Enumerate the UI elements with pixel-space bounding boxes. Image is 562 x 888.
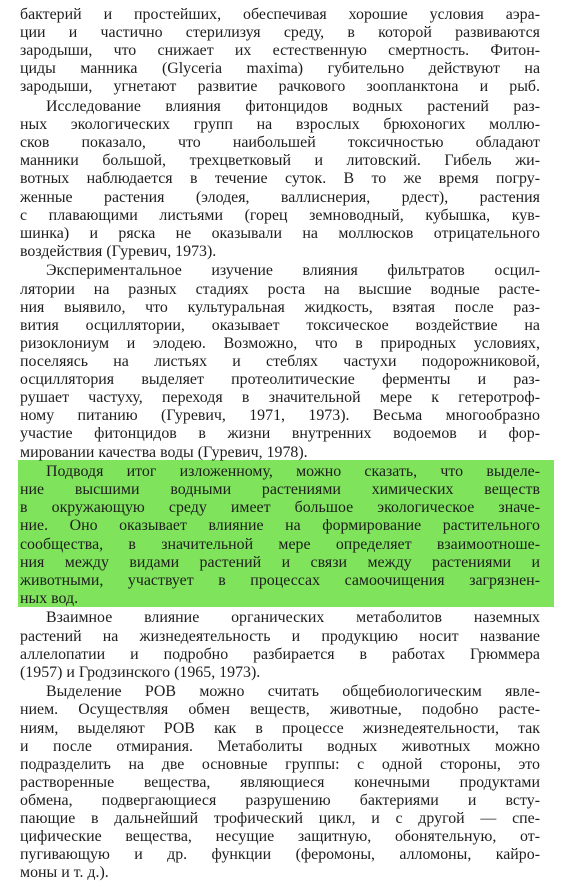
text-line: подразделить на две основные группы: с одной стороны, это: [20, 755, 540, 773]
text-line: вития осциллятории, оказывает токсическое воздействие на: [20, 316, 540, 334]
text-line: манники большой, трехцветковый и литовский. Гибель жи-: [20, 152, 540, 170]
text-line: шинка) и ряска не оказывали на моллюсков отрицательного: [20, 224, 540, 242]
text-line: ния между видами растений и связи между растениями и: [20, 553, 540, 571]
text-line: с плавающими листьями (горец земноводный, кубышка, кув-: [20, 206, 540, 224]
text-line: поселяясь на листьях и стеблях частухи подорожниковой,: [20, 353, 540, 370]
text-line: ния выявило, что культуральная жидкость, взятая после раз-: [20, 298, 540, 316]
text-line: животными, участвует в процессах самоочищения загрязнен-: [20, 571, 540, 589]
text-line: ние. Оно оказывает влияние на формирование растительного: [20, 517, 540, 535]
text-line: цифические вещества, несущие защитную, обонятельную, от-: [20, 828, 540, 846]
text-line: ниям, выделяют РОВ как в процессе жизнедеятельности, так: [20, 719, 540, 737]
text-line: Экспериментальное изучение влияния фильтратов осцил-: [46, 262, 540, 280]
text-line: ных экологических групп на взрослых брюхоногих моллю-: [20, 116, 540, 134]
text-line: ризоклониум и элодею. Возможно, что в природных условиях,: [20, 334, 540, 352]
text-line: ному питанию (Гуревич, 1971, 1973). Весьма многообразно: [20, 407, 540, 425]
text-line: нием. Осуществляя обмен веществ, животные, подобно расте-: [20, 701, 540, 719]
text-line: и после отмирания. Метаболиты водных животных можно: [20, 737, 540, 755]
text-line: аллелопатии и подробно разбирается в работах Грюммера: [20, 645, 540, 663]
text-line: вотных наблюдается в течение суток. В то же время погру-: [20, 170, 540, 188]
text-line: мировании качества воды (Гуревич, 1978).: [20, 443, 308, 461]
text-line: сообщества, в значительной мере определяет взаимоотноше-: [20, 535, 540, 553]
text-line: Выделение РОВ можно считать общебиологическим явле-: [46, 683, 540, 701]
text-line: ние высшими водными растениями химических веществ: [20, 481, 540, 499]
text-line: воздействия (Гуревич, 1973).: [20, 242, 217, 260]
text-line: (1957) и Гродзинского (1965, 1973).: [20, 663, 261, 681]
text-line: зародыши, что снижает их естественную смертность. Фитон-: [20, 42, 540, 60]
text-line: осциллятория выделяет протеолитические ферменты и раз-: [20, 371, 540, 389]
text-line: Подводя итог изложенному, можно сказать, что выделе-: [46, 463, 540, 481]
text-line: ных вод.: [20, 589, 79, 607]
text-line: Исследование влияния фитонцидов водных растений раз-: [46, 97, 540, 115]
text-line: пугивающую и др. функции (феромоны, алломоны, кайро-: [20, 846, 540, 864]
text-line: сков показало, что наибольшей токсичностью обладают: [20, 134, 540, 152]
text-line: растений на жизнедеятельность и продукцию носит название: [20, 627, 540, 645]
text-line: зародыши, угнетают развитие рачкового зоопланктона и рыб.: [20, 78, 540, 96]
text-line: пающие в дальнейший трофический цикл, и с другой — спе-: [20, 810, 540, 828]
text-line: ции и частично стерилизуя среду, в которой развиваются: [20, 24, 540, 42]
text-line: Взаимное влияние органических метаболитов наземных: [46, 609, 540, 627]
text-line: в окружающую среду имеет большое экологическое значе-: [20, 499, 540, 517]
text-line: растворенные вещества, являющиеся конечными продуктами: [20, 773, 540, 791]
text-line: лятории на разных стадиях роста на высшие водные расте-: [20, 280, 540, 298]
text-line: участие фитонцидов в жизни внутренних водоемов и фор-: [20, 425, 540, 443]
text-line: бактерий и простейших, обеспечивая хорошие условия аэра-: [20, 6, 540, 23]
text-line: моны и т. д.).: [20, 864, 109, 882]
text-line: женные растения (элодея, валлиснерия, рдест), растения: [20, 188, 540, 206]
text-line: обмена, подвергающиеся разрушению бактериями и всту-: [20, 792, 540, 809]
text-line: рушает частуху, переходя в значительной мере к гетеротроф-: [20, 389, 540, 407]
text-line: циды манника (Glyceria maxima) губительно действуют на: [20, 60, 540, 78]
